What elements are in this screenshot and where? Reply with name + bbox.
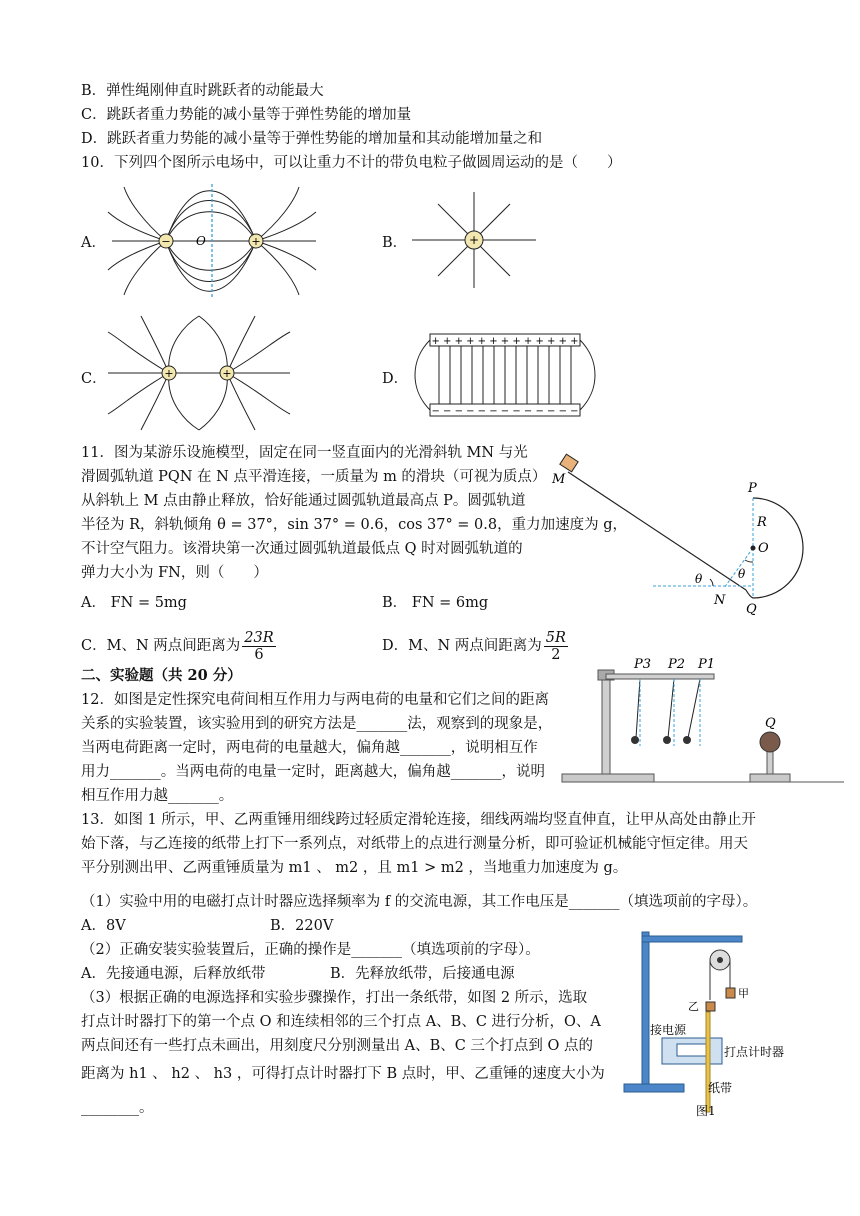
q9-option-b: B．弹性绳刚伸直时跳跃者的动能最大 bbox=[81, 83, 324, 99]
q11-label-theta-2: θ bbox=[738, 567, 746, 581]
q13-sub3-line-5: ________。 bbox=[81, 1100, 154, 1116]
q10-b-charge: + bbox=[468, 233, 480, 247]
q13-sub3-line-1: （3）根据正确的电源选择和实验步骤操作，打出一条纸带，如图 2 所示，选取 bbox=[81, 990, 588, 1006]
q11-label-n: N bbox=[714, 593, 726, 608]
q10-figure-a bbox=[104, 182, 324, 300]
q10-figure-c bbox=[106, 314, 292, 432]
q11-line-4: 半径为 R，斜轨倾角 θ = 37°，sin 37° = 0.6，cos 37° = 0.8，重力加速度为 g， bbox=[81, 517, 628, 533]
q10-figure-d bbox=[412, 330, 602, 418]
q11-line-3: 从斜轨上 M 点由静止释放，恰好能通过圆弧轨道最高点 P。圆弧轨道 bbox=[81, 493, 526, 509]
q11-label-o: O bbox=[758, 541, 769, 556]
q13-line-1: 13．如图 1 所示，甲、乙两重锤用细线跨过轻质定滑轮连接，细线两端均竖直伸直，让甲从高处由静止开 bbox=[81, 812, 756, 828]
q12-label-q: Q bbox=[765, 716, 776, 731]
q12-line-5: 相互作用力越_______。 bbox=[81, 788, 234, 804]
q9-option-c: C．跳跃者重力势能的减小量等于弹性势能的增加量 bbox=[81, 107, 412, 123]
q11-label-p: P bbox=[748, 481, 757, 496]
q11-line-1: 11．图为某游乐设施模型，固定在同一竖直面内的光滑斜轨 MN 与光 bbox=[81, 445, 528, 461]
q11-option-c-numerator: 23R bbox=[244, 629, 274, 646]
q10-stem: 10．下列四个图所示电场中，可以让重力不计的带负电粒子做圆周运动的是（ ） bbox=[81, 155, 622, 171]
q13-sub3-line-4: 距离为 h1 、 h2 、 h3 ，可得打点计时器打下 B 点时，甲、乙重锤的速度大小为 bbox=[81, 1066, 605, 1082]
q13-line-3: 平分别测出甲、乙两重锤质量为 m1 、 m2 ，且 m1 > m2 ，当地重力加速度为 g。 bbox=[81, 860, 628, 876]
q13-sub1-option-a: A．8V bbox=[81, 918, 126, 934]
q11-option-d-denominator: 2 bbox=[551, 646, 561, 663]
q13-sub2-option-a: A．先接通电源，后释放纸带 bbox=[81, 966, 266, 982]
q10-a-pos-charge: + bbox=[251, 235, 261, 248]
q11-line-6: 弹力大小为 FN，则（ ） bbox=[81, 565, 268, 581]
q11-option-b: B． FN = 6mg bbox=[382, 595, 489, 611]
q13-label-tape: 纸带 bbox=[708, 1081, 733, 1095]
q13-figure-caption: 图1 bbox=[696, 1104, 716, 1118]
q12-line-1: 12．如图是定性探究电荷间相互作用力与两电荷的电量和它们之间的距离 bbox=[81, 692, 549, 708]
q10-label-b: B． bbox=[382, 235, 408, 251]
q10-d-bottom-plate: − − − − − − − − − − − − − bbox=[431, 406, 579, 417]
section-experiments-heading: 二、实验题（共 20 分） bbox=[81, 667, 242, 684]
q12-label-p3: P3 bbox=[634, 657, 652, 672]
q10-a-neg-charge: − bbox=[161, 235, 171, 248]
q10-c-left-charge: + bbox=[164, 367, 174, 380]
q13-sub1: （1）实验中用的电磁打点计时器应选择频率为 f 的交流电源，其工作电压是_______（填选项前的字母）。 bbox=[81, 894, 758, 910]
q13-sub1-option-b: B．220V bbox=[270, 918, 334, 934]
q13-sub2-option-b: B．先释放纸带，后接通电源 bbox=[330, 966, 515, 982]
q12-line-4: 用力_______。当两电荷的电量一定时，距离越大，偏角越_______，说明 bbox=[81, 764, 545, 780]
q11-label-q: Q bbox=[746, 602, 757, 617]
q11-label-m: M bbox=[552, 472, 566, 487]
q11-label-theta-1: θ bbox=[695, 572, 703, 586]
q11-option-d-numerator: 5R bbox=[545, 629, 566, 646]
q10-c-right-charge: + bbox=[222, 367, 232, 380]
q13-label-power: 接电源 bbox=[650, 1023, 687, 1037]
q13-figure bbox=[622, 922, 808, 1120]
q13-line-2: 始下落，与乙连接的纸带上打下一系列点，对纸带上的点进行测量分析，即可验证机械能守恒定律。用天 bbox=[81, 836, 748, 852]
q11-option-d bbox=[382, 626, 568, 666]
q10-label-c: C． bbox=[81, 371, 107, 387]
q13-label-jia: 甲 bbox=[738, 987, 749, 1000]
q11-label-r: R bbox=[757, 515, 767, 530]
q12-figure bbox=[562, 650, 844, 790]
q11-option-c bbox=[81, 626, 276, 666]
q10-label-d: D． bbox=[382, 371, 409, 387]
q11-line-5: 不计空气阻力。该滑块第一次通过圆弧轨道最低点 Q 时对圆弧轨道的 bbox=[81, 541, 523, 557]
q13-sub3-line-3: 两点间还有一些打点未画出，用刻度尺分别测量出 A、B、C 三个打点到 O 点的 bbox=[81, 1038, 594, 1054]
q10-a-point-o: O bbox=[196, 234, 206, 248]
q11-option-c-denominator: 6 bbox=[254, 646, 264, 663]
q11-figure bbox=[548, 452, 840, 618]
q13-label-yi: 乙 bbox=[688, 1000, 699, 1013]
q10-label-a: A． bbox=[81, 235, 106, 251]
q11-option-d-text: D．M、N 两点间距离为 bbox=[382, 638, 542, 654]
q11-option-c-fraction bbox=[242, 630, 275, 663]
q12-label-p2: P2 bbox=[668, 657, 686, 672]
q10-figure-b bbox=[410, 190, 538, 290]
q9-option-d: D．跳跃者重力势能的减小量等于弹性势能的增加量和其动能增加量之和 bbox=[81, 131, 543, 147]
q10-d-top-plate: + + + + + + + + + + + + + bbox=[431, 336, 579, 347]
q12-line-2: 关系的实验装置，该实验用到的研究方法是_______法，观察到的现象是， bbox=[81, 716, 553, 732]
q11-option-a: A． FN = 5mg bbox=[81, 595, 187, 611]
q11-option-c-text: C．M、N 两点间距离为 bbox=[81, 638, 241, 654]
q11-line-2: 滑圆弧轨道 PQN 在 N 点平滑连接，一质量为 m 的滑块（可视为质点） bbox=[81, 469, 547, 485]
q13-sub3-line-2: 打点计时器打下的第一个点 O 和连续相邻的三个打点 A、B、C 进行分析，O、A bbox=[81, 1014, 601, 1030]
q12-line-3: 当两电荷距离一定时，两电荷的电量越大，偏角越_______，说明相互作 bbox=[81, 740, 538, 756]
q12-label-p1: P1 bbox=[698, 657, 716, 672]
q13-label-timer: 打点计时器 bbox=[724, 1045, 785, 1059]
q13-sub2: （2）正确安装实验装置后，正确的操作是_______（填选项前的字母）。 bbox=[81, 942, 540, 958]
